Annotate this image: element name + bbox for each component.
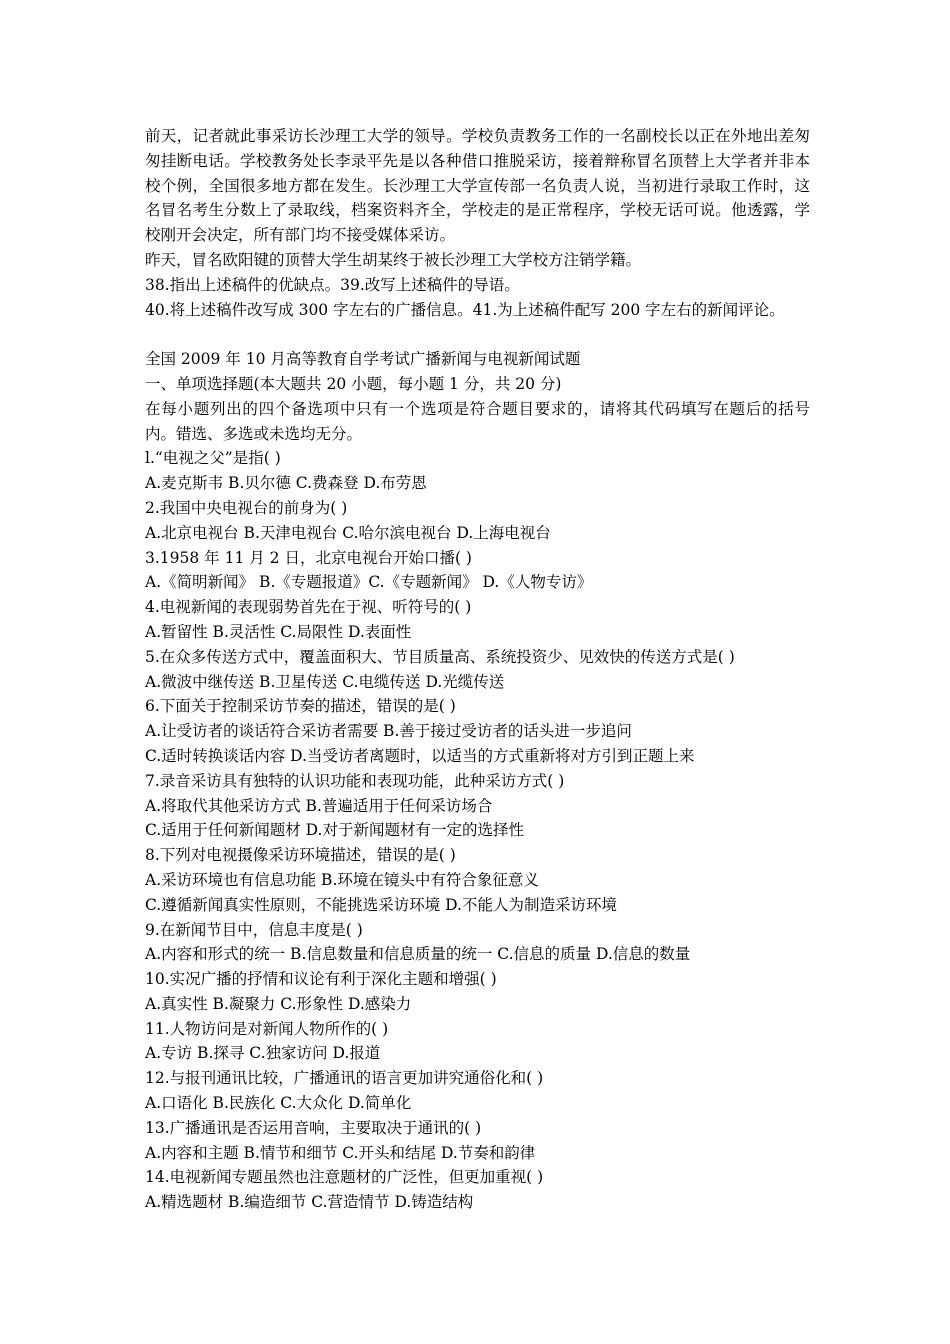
question-line: 8.下列对电视摄像采访环境描述，错误的是( ) <box>145 846 456 865</box>
question-line: A.北京电视台 B.天津电视台 C.哈尔滨电视台 D.上海电视台 <box>145 523 551 542</box>
question-line: 4.电视新闻的表现弱势首先在于视、听符号的( ) <box>145 598 472 617</box>
instructions: 在每小题列出的四个备选项中只有一个选项是符合题目要求的，请将其代码填写在题后的括号内。错选、多选或未选均无分。 <box>145 399 810 443</box>
question-line: A.采访环境也有信息功能 B.环境在镜头中有符合象征意义 <box>145 870 539 889</box>
question-line: A.暂留性 B.灵活性 C.局限性 D.表面性 <box>145 622 412 641</box>
article-paragraph: 前天，记者就此事采访长沙理工大学的领导。学校负责教务工作的一名副校长以正在外地出差匆匆挂断电话。学校教务处长李录平先是以各种借口推脱采访，接着辩称冒名顶替上大学者并非本校个例，全国很多地方都在发生。长沙理工大学宣传部一名负责人说，当初进行录取工作时，这名冒名考生分数上了录取线，档案资料齐全，学校走的是正常程序，学校无话可说。他透露，学校刚开会决定，所有部门均不接受媒体采访。 <box>145 127 810 245</box>
exam-title: 全国 2009 年 10 月高等教育自学考试广播新闻与电视新闻试题 <box>145 350 581 369</box>
question-line: A.精选题材 B.编造细节 C.营造情节 D.铸造结构 <box>145 1193 474 1212</box>
question-line: A.真实性 B.凝聚力 C.形象性 D.感染力 <box>145 994 412 1013</box>
question-line: 9.在新闻节目中，信息丰度是( ) <box>145 920 363 939</box>
question-line: 2.我国中央电视台的前身为( ) <box>145 498 348 517</box>
article-paragraph: 昨天，冒名欧阳键的顶替大学生胡某终于被长沙理工大学校方注销学籍。 <box>145 250 642 269</box>
question-line: A.内容和主题 B.情节和细节 C.开头和结尾 D.节奏和韵律 <box>145 1143 536 1162</box>
question-line: 3.1958 年 11 月 2 日，北京电视台开始口播( ) <box>145 548 472 567</box>
question-line: A.将取代其他采访方式 B.普遍适用于任何采访场合 <box>145 796 493 815</box>
document-page <box>145 124 810 1215</box>
question-line: 13.广播通讯是否运用音响，主要取决于通讯的( ) <box>145 1118 482 1137</box>
question-line: C.遵循新闻真实性原则，不能挑选采访环境 D.不能人为制造采访环境 <box>145 895 617 914</box>
question-line: C.适时转换谈话内容 D.当受访者离题时，以适当的方式重新将对方引到正题上来 <box>145 746 695 765</box>
question-line: 40.将上述稿件改写成 300 字左右的广播信息。41.为上述稿件配写 200 字左右的新闻评论。 <box>145 300 785 319</box>
question-line: 11.人物访问是对新闻人物所作的( ) <box>145 1019 389 1038</box>
question-line: l.“电视之父”是指( ) <box>145 449 281 468</box>
question-line: 10.实况广播的抒情和议论有利于深化主题和增强( ) <box>145 970 497 989</box>
question-line: 6.下面关于控制采访节奏的描述，错误的是( ) <box>145 697 456 716</box>
question-line: C.适用于任何新闻题材 D.对于新闻题材有一定的选择性 <box>145 821 524 840</box>
question-line: A.让受访者的谈话符合采访者需要 B.善于接过受访者的话头进一步追问 <box>145 722 632 741</box>
question-line: A.口语化 B.民族化 C.大众化 D.简单化 <box>145 1094 412 1113</box>
question-line: 14.电视新闻专题虽然也注意题材的广泛性，但更加重视( ) <box>145 1168 544 1187</box>
question-line: A.专访 B.探寻 C.独家访问 D.报道 <box>145 1044 381 1063</box>
question-line: 5.在众多传送方式中，覆盖面积大、节目质量高、系统投资少、见效快的传送方式是( ) <box>145 647 735 666</box>
question-line: 38.指出上述稿件的优缺点。39.改写上述稿件的导语。 <box>145 275 520 294</box>
question-line: A.《简明新闻》 B.《专题报道》C.《专题新闻》 D.《人物专访》 <box>145 573 593 592</box>
question-list <box>145 446 810 1215</box>
question-line: A.内容和形式的统一 B.信息数量和信息质量的统一 C.信息的质量 D.信息的数量 <box>145 945 691 964</box>
question-line: A.微波中继传送 B.卫星传送 C.电缆传送 D.光缆传送 <box>145 672 505 691</box>
question-line: 7.录音采访具有独特的认识功能和表现功能，此种采访方式( ) <box>145 771 565 790</box>
question-line: 12.与报刊通讯比较，广播通讯的语言更加讲究通俗化和( ) <box>145 1069 544 1088</box>
question-line: A.麦克斯韦 B.贝尔德 C.费森登 D.布劳恩 <box>145 474 427 493</box>
section-heading: 一、单项选择题(本大题共 20 小题，每小题 1 分，共 20 分) <box>145 374 562 393</box>
blank-line <box>145 322 810 347</box>
